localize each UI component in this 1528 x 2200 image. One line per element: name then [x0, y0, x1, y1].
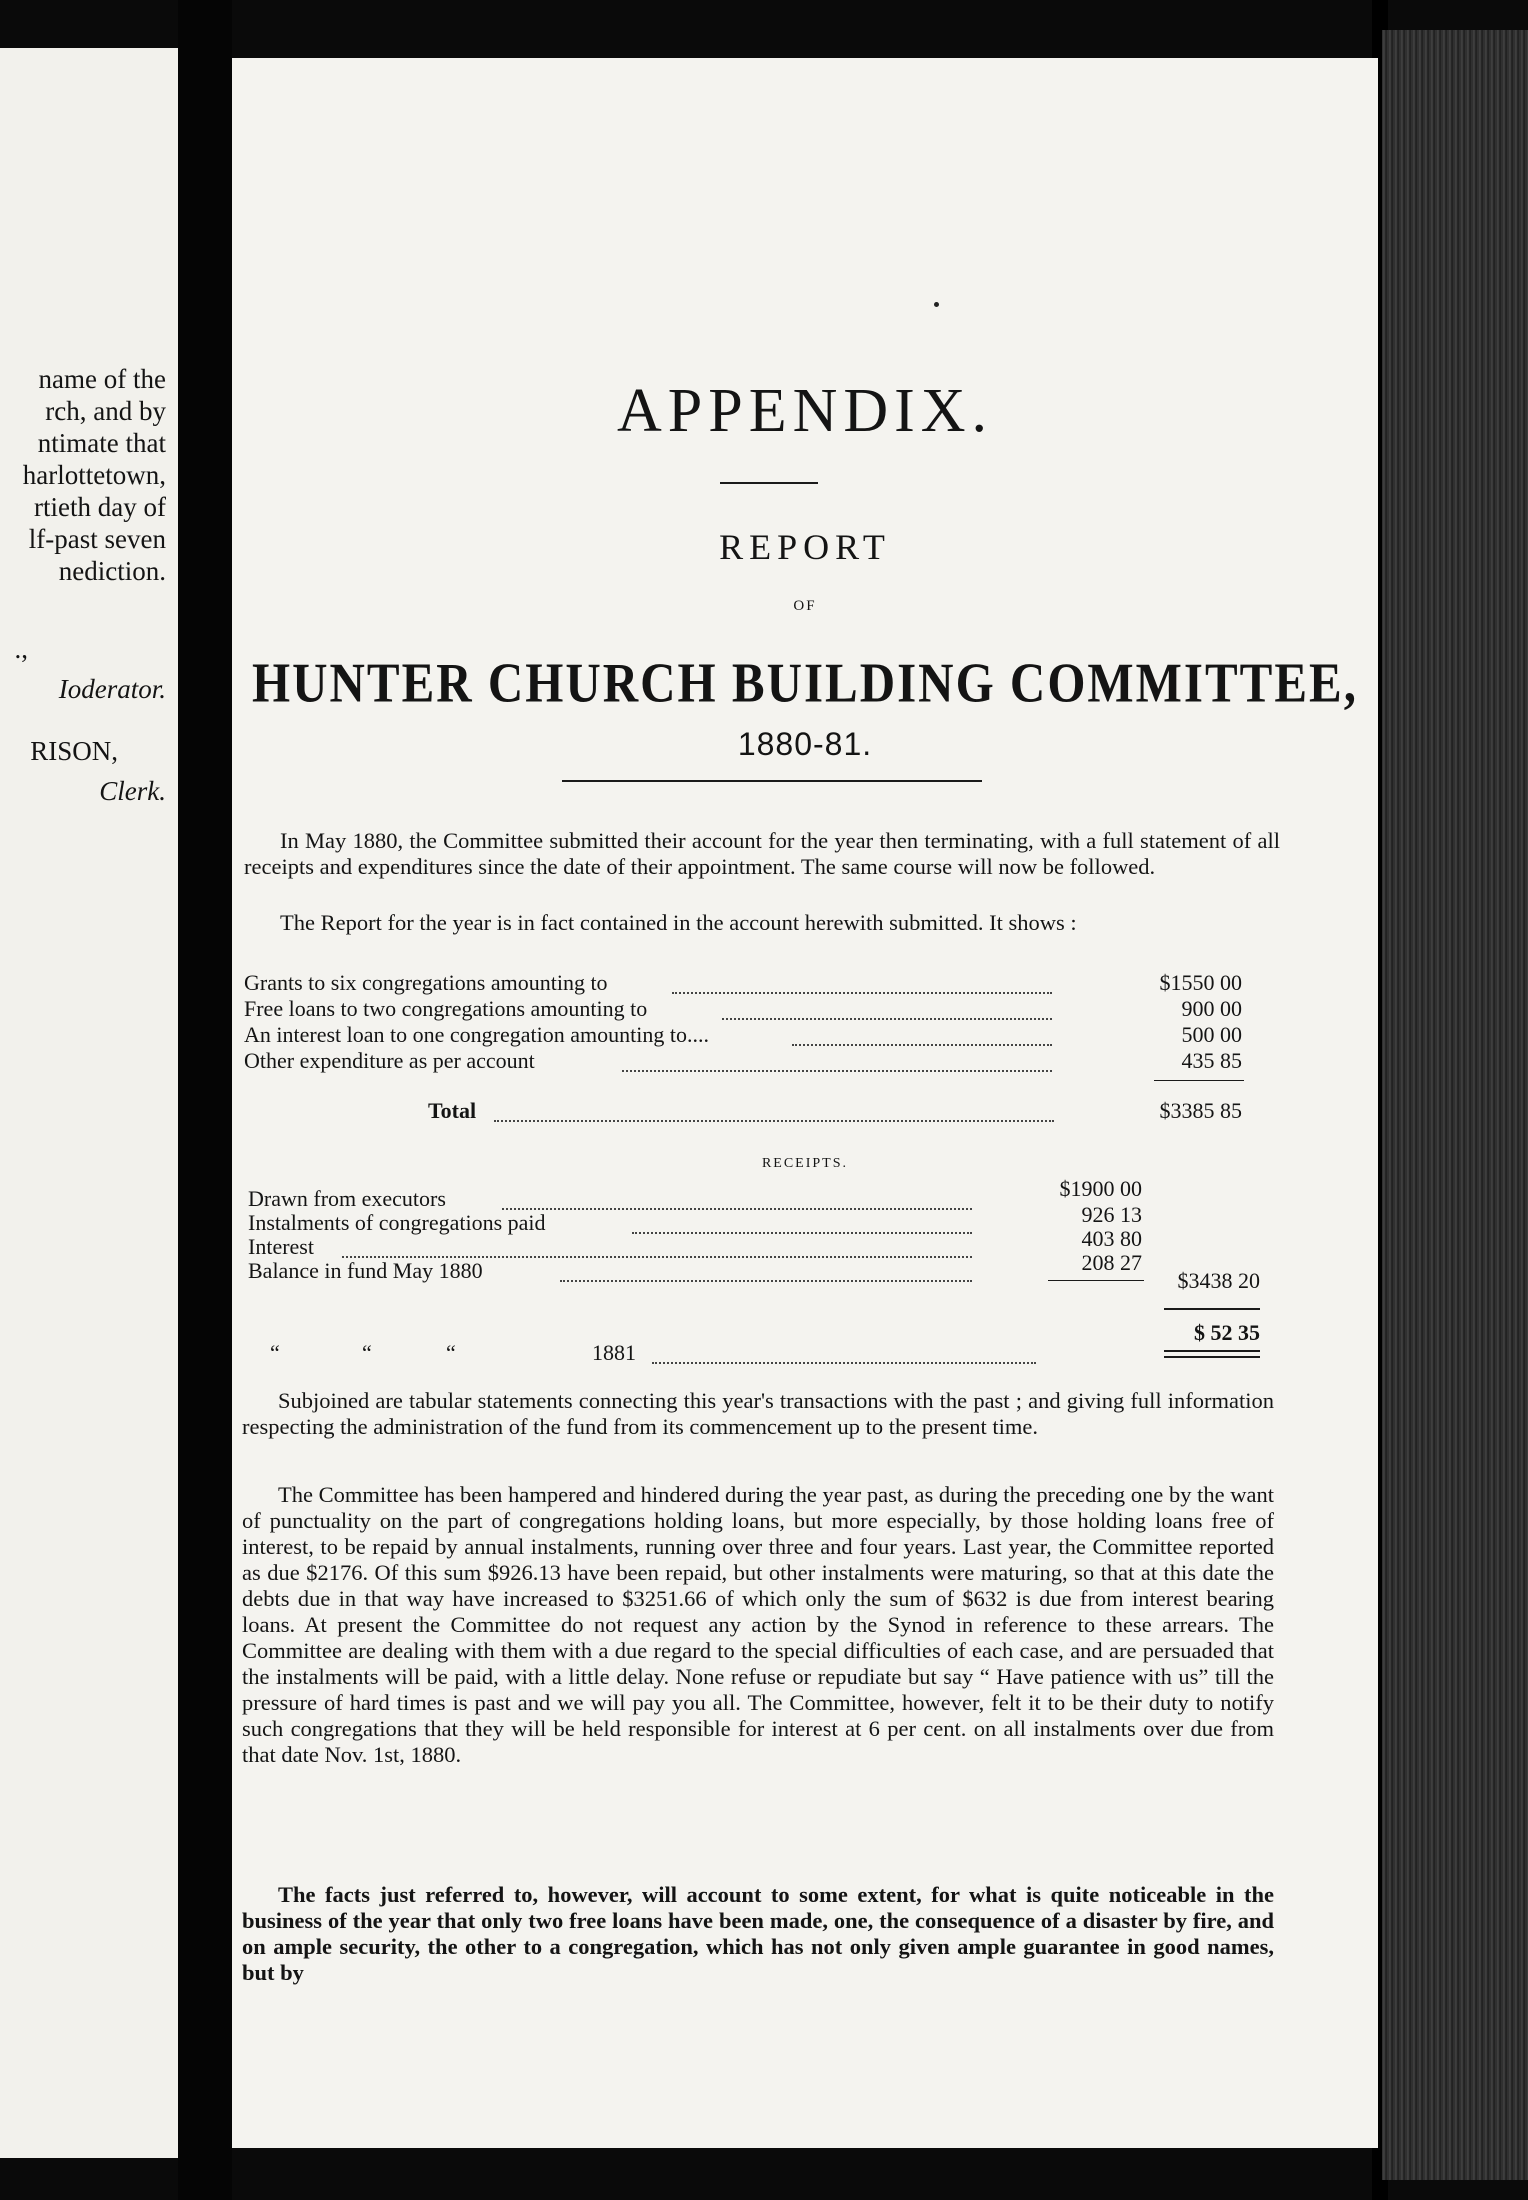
- expenditure-label: Free loans to two congregations amounting to: [244, 996, 648, 1021]
- committee-heading: HUNTER CHURCH BUILDING COMMITTEE,: [252, 650, 1358, 715]
- print-speck: [934, 302, 939, 307]
- title-rule: [720, 482, 818, 484]
- receipts-heading: RECEIPTS.: [761, 1156, 849, 1171]
- receipt-amount: 208 27: [1081, 1250, 1142, 1275]
- expenditure-amount: 435 85: [1181, 1048, 1242, 1073]
- heading-rule: [562, 780, 982, 782]
- leader-dots: [722, 996, 1052, 1020]
- left-line: name of the: [38, 364, 166, 394]
- receipt-amount: 926 13: [1081, 1202, 1142, 1227]
- leader-dots: [792, 1022, 1052, 1046]
- leader-dots: [632, 1210, 972, 1234]
- year-label: 1881: [592, 1340, 636, 1365]
- appendix-page: [232, 58, 1378, 2148]
- left-line: rtieth day of: [34, 492, 166, 522]
- left-line: .,: [14, 634, 28, 664]
- ditto-mark: “: [362, 1340, 372, 1365]
- expenditure-label: An interest loan to one congregation amounting to....: [244, 1022, 709, 1047]
- book-page-edges: [1382, 30, 1528, 2180]
- years-heading: 1880-81.: [737, 726, 873, 762]
- receipts-sum: $3438 20: [1177, 1268, 1260, 1293]
- expenditure-amount: 500 00: [1181, 1022, 1242, 1047]
- expenditure-amount: $1550 00: [1159, 970, 1242, 995]
- left-line: lf-past seven: [28, 524, 166, 554]
- ditto-mark: “: [270, 1340, 280, 1365]
- intro-paragraph-1: In May 1880, the Committee submitted their account for the year then terminating, with a full statement of all receipts and expenditures since the date of their appointment. The same course will now be followed.: [244, 828, 1280, 879]
- previous-page-fragment: [0, 48, 178, 2158]
- receipt-label: Drawn from executors: [248, 1186, 446, 1211]
- receipt-label: Interest: [248, 1234, 314, 1259]
- body-paragraph-3: The facts just referred to, however, will account to some extent, for what is quite noticeable in the business of the year that only two free loans have been made, one, the consequence of a disaster by fire, and on ample security, the other to a congregation, which has not only given ample guarantee in good names, but by: [242, 1882, 1274, 1985]
- subtotal-rule: [1154, 1080, 1244, 1081]
- body-paragraph-2: The Committee has been hampered and hindered during the year past, as during the preceding one by the want of punctuality on the part of congregations holding loans, but more especially, by those holding loans free of interest, to be repaid by annual instalments, running over three and four years. Last year, the Committee reported as due $2176. Of this sum $926.13 have been repaid, but other instalments were maturing, so that at this date the debts due in that way have increased to $3251.66 of which only the sum of $632 is due from interest bearing loans. At present the Committee do not request any action by the Synod in reference to these arrears. The Committee are dealing with them with a due regard to the special difficulties of each case, and are persuaded that the instalments will be paid, with a little delay. None refuse or repudiate but say “ Have patience with us” till the pressure of hard times is past and we will pay you all. The Committee, however, felt it to be their duty to notify such congregations that they will be held responsible for interest at 6 per cent. on all instalments over due from that date Nov. 1st, 1880.: [242, 1482, 1274, 1767]
- receipt-label: Instalments of congregations paid: [248, 1210, 546, 1235]
- leader-dots: [652, 1340, 1036, 1364]
- leader-dots: [494, 1098, 1054, 1122]
- left-line: nediction.: [58, 556, 166, 586]
- left-line: RISON,: [30, 736, 118, 766]
- total-amount: $3385 85: [1159, 1098, 1242, 1123]
- body-paragraph-1: Subjoined are tabular statements connecting this year's transactions with the past ; and giving full information respecting the administration of the fund from its commencement up to the present time.: [242, 1388, 1274, 1439]
- expenditure-label: Grants to six congregations amounting to: [244, 970, 608, 995]
- ditto-mark: “: [446, 1340, 456, 1365]
- leader-dots: [502, 1186, 972, 1210]
- total-label: Total: [428, 1098, 477, 1123]
- left-line: harlottetown,: [22, 460, 166, 490]
- book-gutter: [178, 0, 232, 2200]
- left-line: Ioderator.: [58, 674, 166, 704]
- left-line: ntimate that: [37, 428, 166, 458]
- of-heading: OF: [793, 598, 817, 614]
- balance-rule-top: [1164, 1308, 1260, 1310]
- expenditure-label: Other expenditure as per account: [244, 1048, 535, 1073]
- left-line: rch, and by: [45, 396, 166, 426]
- leader-dots: [560, 1258, 972, 1282]
- balance-rule-1: [1164, 1350, 1260, 1352]
- left-line: Clerk.: [99, 776, 166, 806]
- report-heading: REPORT: [719, 527, 891, 567]
- leader-dots: [342, 1234, 972, 1258]
- leader-dots: [622, 1048, 1052, 1072]
- expenditure-amount: 900 00: [1181, 996, 1242, 1021]
- leader-dots: [672, 970, 1052, 994]
- balance-amount: $ 52 35: [1194, 1320, 1260, 1345]
- receipt-subtotal-rule: [1048, 1280, 1144, 1281]
- intro-paragraph-2: The Report for the year is in fact contained in the account herewith submitted. It shows :: [280, 910, 1077, 935]
- balance-rule-2: [1164, 1356, 1260, 1358]
- receipt-amount: 403 80: [1081, 1226, 1142, 1251]
- receipt-amount: $1900 00: [1059, 1176, 1142, 1201]
- receipt-label: Balance in fund May 1880: [248, 1258, 483, 1283]
- appendix-title: APPENDIX.: [616, 377, 994, 445]
